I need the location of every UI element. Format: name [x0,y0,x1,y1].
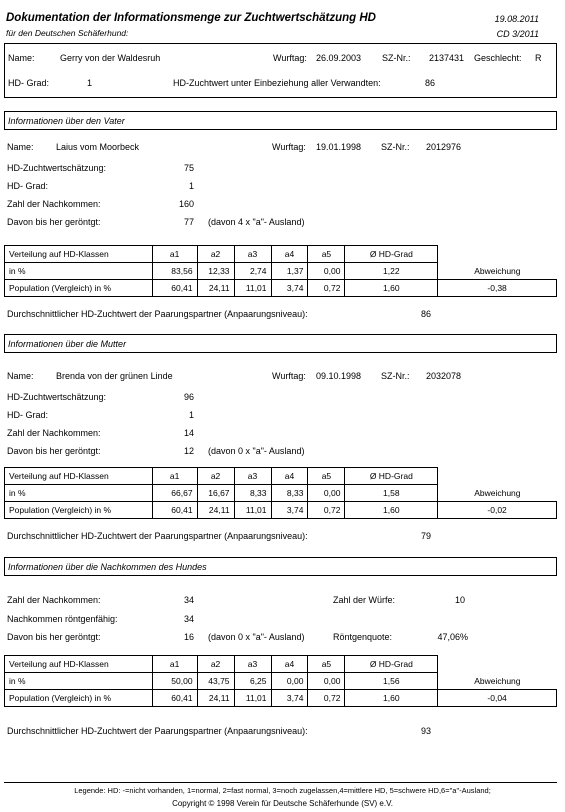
class-header: a1 [152,246,197,263]
father-section-header [4,111,557,130]
table-cell: 0,72 [308,502,345,519]
father-paarung-label: Durchschnittlicher HD-Zuchtwert der Paarungspartner (Anpaarungsniveau): [7,309,308,319]
mother-nachkommen: 14 [183,428,194,438]
table-cell: 11,01 [234,502,271,519]
mother-paarung: 79 [421,531,432,541]
mother-name: Brenda von der grünen Linde [56,371,173,381]
table-cell: 1,56 [345,673,438,690]
offspring-distribution-table [4,655,557,707]
dog-info-box [4,43,557,98]
mother-name-label: Name: [7,371,34,381]
class-header: a4 [271,246,308,263]
table-cell: 3,74 [271,690,308,707]
footer-legend: Legende: HD: -=nicht vorhanden, 1=normal, 2=fast normal, 3=noch zugelassen,4=mittlere HD, 5=schwere HD,6="a"-Ausland; [74,786,491,795]
footer-divider [4,782,557,783]
table-cell: 16,67 [197,485,234,502]
offspring-quote-label: Röntgenquote: [333,632,393,642]
class-header: a1 [152,656,197,673]
father-geroentgt-label: Davon bis her geröntgt: [7,217,101,227]
dog-name: Gerry von der Waldesruh [60,53,161,63]
table-cell: 24,11 [197,502,234,519]
verteilung-label: Verteilung auf HD-Klassen [5,656,153,673]
population-label: Population (Vergleich) in % [5,502,153,519]
table-header-row [5,656,557,673]
abweichung-label: Abweichung [474,265,521,276]
father-name: Laius vom Moorbeck [56,142,140,152]
mother-section-title: Informationen über die Mutter [8,339,127,349]
offspring-wuerfe-label: Zahl der Würfe: [333,595,396,605]
class-header: a5 [308,468,345,485]
offspring-ausland: (davon 0 x "a"- Ausland) [208,632,305,642]
table-cell: 2,74 [234,263,271,280]
mother-distribution-table [4,467,557,519]
class-header: Ø HD-Grad [345,656,438,673]
dog-hd-label: HD- Grad: [8,78,50,88]
father-name-label: Name: [7,142,34,152]
class-header: a4 [271,656,308,673]
table-header-row [5,246,557,263]
table-cell: 50,00 [152,673,197,690]
father-geroentgt: 77 [183,217,194,227]
document-subtitle: für den Deutschen Schäferhund: [6,28,129,38]
class-header: Ø HD-Grad [345,246,438,263]
abweichung-value: -0,02 [438,502,557,519]
mother-geroentgt: 12 [183,446,194,456]
father-ausland: (davon 4 x "a"- Ausland) [208,217,305,227]
father-wurftag-label: Wurftag: [272,142,306,152]
table-cell: 60,41 [152,502,197,519]
dog-sz: 2137431 [429,53,465,63]
table-row [5,673,557,690]
mother-section-header [4,334,557,353]
dog-sz-label: SZ-Nr.: [382,53,411,63]
father-hd: 1 [188,181,194,191]
table-cell: 6,25 [234,673,271,690]
class-header: a3 [234,246,271,263]
abweichung-label: Abweichung [474,487,521,498]
mother-sz: 2032078 [426,371,462,381]
father-section-title: Informationen über den Vater [8,116,125,126]
table-cell: 1,22 [345,263,438,280]
father-sz: 2012976 [426,142,462,152]
document-title: Dokumentation der Informationsmenge zur Zuchtwertschätzung HD [6,12,376,24]
father-nachkommen: 160 [178,199,194,209]
in-pct-label: in % [5,673,153,690]
table-cell: 1,60 [345,280,438,297]
table-cell: 1,58 [345,485,438,502]
verteilung-label: Verteilung auf HD-Klassen [5,468,153,485]
table-header-row [5,468,557,485]
table-row [5,485,557,502]
father-zws-label: HD-Zuchtwertschätzung: [7,163,107,173]
table-row [5,263,557,280]
table-cell: 0,00 [271,673,308,690]
table-cell: 43,75 [197,673,234,690]
mother-wurftag-label: Wurftag: [272,371,306,381]
dog-zw: 86 [425,78,436,88]
father-zws: 75 [183,163,194,173]
mother-paarung-label: Durchschnittlicher HD-Zuchtwert der Paarungspartner (Anpaarungsniveau): [7,531,308,541]
class-header: a4 [271,468,308,485]
class-header: a3 [234,656,271,673]
father-nachkommen-label: Zahl der Nachkommen: [7,199,101,209]
class-header: a1 [152,468,197,485]
footer-copyright: Copyright © 1998 Verein für Deutsche Schäferhunde (SV) e.V. [172,799,393,808]
table-row [5,502,557,519]
class-header: a2 [197,468,234,485]
offspring-roentgenfaehig-label: Nachkommen röntgenfähig: [7,614,118,624]
dog-wurftag: 26.09.2003 [316,53,362,63]
table-cell: 24,11 [197,280,234,297]
mother-zws-label: HD-Zuchtwertschätzung: [7,392,107,402]
offspring-section-header [4,557,557,576]
cd-version: CD 3/2011 [496,29,539,39]
offspring-nachkommen-label: Zahl der Nachkommen: [7,595,101,605]
table-cell: 0,00 [308,673,345,690]
table-row [5,280,557,297]
abweichung-value: -0,38 [438,280,557,297]
population-label: Population (Vergleich) in % [5,280,153,297]
in-pct-label: in % [5,485,153,502]
table-cell: 8,33 [234,485,271,502]
table-cell: 11,01 [234,280,271,297]
offspring-quote: 47,06% [437,632,468,642]
offspring-wuerfe: 10 [454,595,465,605]
table-cell: 1,60 [345,690,438,707]
offspring-section-title: Informationen über die Nachkommen des Hundes [8,562,207,572]
offspring-paarung: 93 [421,726,432,736]
offspring-geroentgt: 16 [183,632,194,642]
class-header: Ø HD-Grad [345,468,438,485]
table-cell: 83,56 [152,263,197,280]
mother-nachkommen-label: Zahl der Nachkommen: [7,428,101,438]
mother-hd: 1 [188,410,194,420]
table-cell: 3,74 [271,280,308,297]
class-header: a3 [234,468,271,485]
table-cell: 8,33 [271,485,308,502]
father-hd-label: HD- Grad: [7,181,49,191]
table-cell: 60,41 [152,690,197,707]
verteilung-label: Verteilung auf HD-Klassen [5,246,153,263]
offspring-roentgenfaehig: 34 [183,614,194,624]
in-pct-label: in % [5,263,153,280]
table-cell: 0,72 [308,690,345,707]
mother-hd-label: HD- Grad: [7,410,49,420]
father-paarung: 86 [421,309,432,319]
father-distribution-table [4,245,557,297]
class-header: a5 [308,246,345,263]
table-row [5,690,557,707]
mother-sz-label: SZ-Nr.: [381,371,410,381]
offspring-paarung-label: Durchschnittlicher HD-Zuchtwert der Paarungspartner (Anpaarungsniveau): [7,726,308,736]
class-header: a5 [308,656,345,673]
dog-zw-label: HD-Zuchtwert unter Einbeziehung aller Verwandten: [173,78,381,88]
dog-name-label: Name: [8,53,35,63]
class-header: a2 [197,246,234,263]
abweichung-label: Abweichung [474,675,521,686]
table-cell: 1,37 [271,263,308,280]
table-cell: 0,00 [308,485,345,502]
table-cell: 3,74 [271,502,308,519]
mother-geroentgt-label: Davon bis her geröntgt: [7,446,101,456]
offspring-geroentgt-label: Davon bis her geröntgt: [7,632,101,642]
father-wurftag: 19.01.1998 [316,142,362,152]
table-cell: 11,01 [234,690,271,707]
class-header: a2 [197,656,234,673]
table-cell: 60,41 [152,280,197,297]
dog-hd: 1 [87,78,93,88]
print-date: 19.08.2011 [494,14,539,24]
table-cell: 24,11 [197,690,234,707]
mother-ausland: (davon 0 x "a"- Ausland) [208,446,305,456]
offspring-nachkommen: 34 [183,595,194,605]
abweichung-value: -0,04 [438,690,557,707]
dog-geschlecht: R [535,53,542,63]
table-cell: 66,67 [152,485,197,502]
mother-wurftag: 09.10.1998 [316,371,362,381]
dog-wurftag-label: Wurftag: [273,53,307,63]
population-label: Population (Vergleich) in % [5,690,153,707]
table-cell: 0,00 [308,263,345,280]
mother-zws: 96 [183,392,194,402]
dog-geschlecht-label: Geschlecht: [474,53,522,63]
table-cell: 1,60 [345,502,438,519]
father-sz-label: SZ-Nr.: [381,142,410,152]
table-cell: 12,33 [197,263,234,280]
table-cell: 0,72 [308,280,345,297]
